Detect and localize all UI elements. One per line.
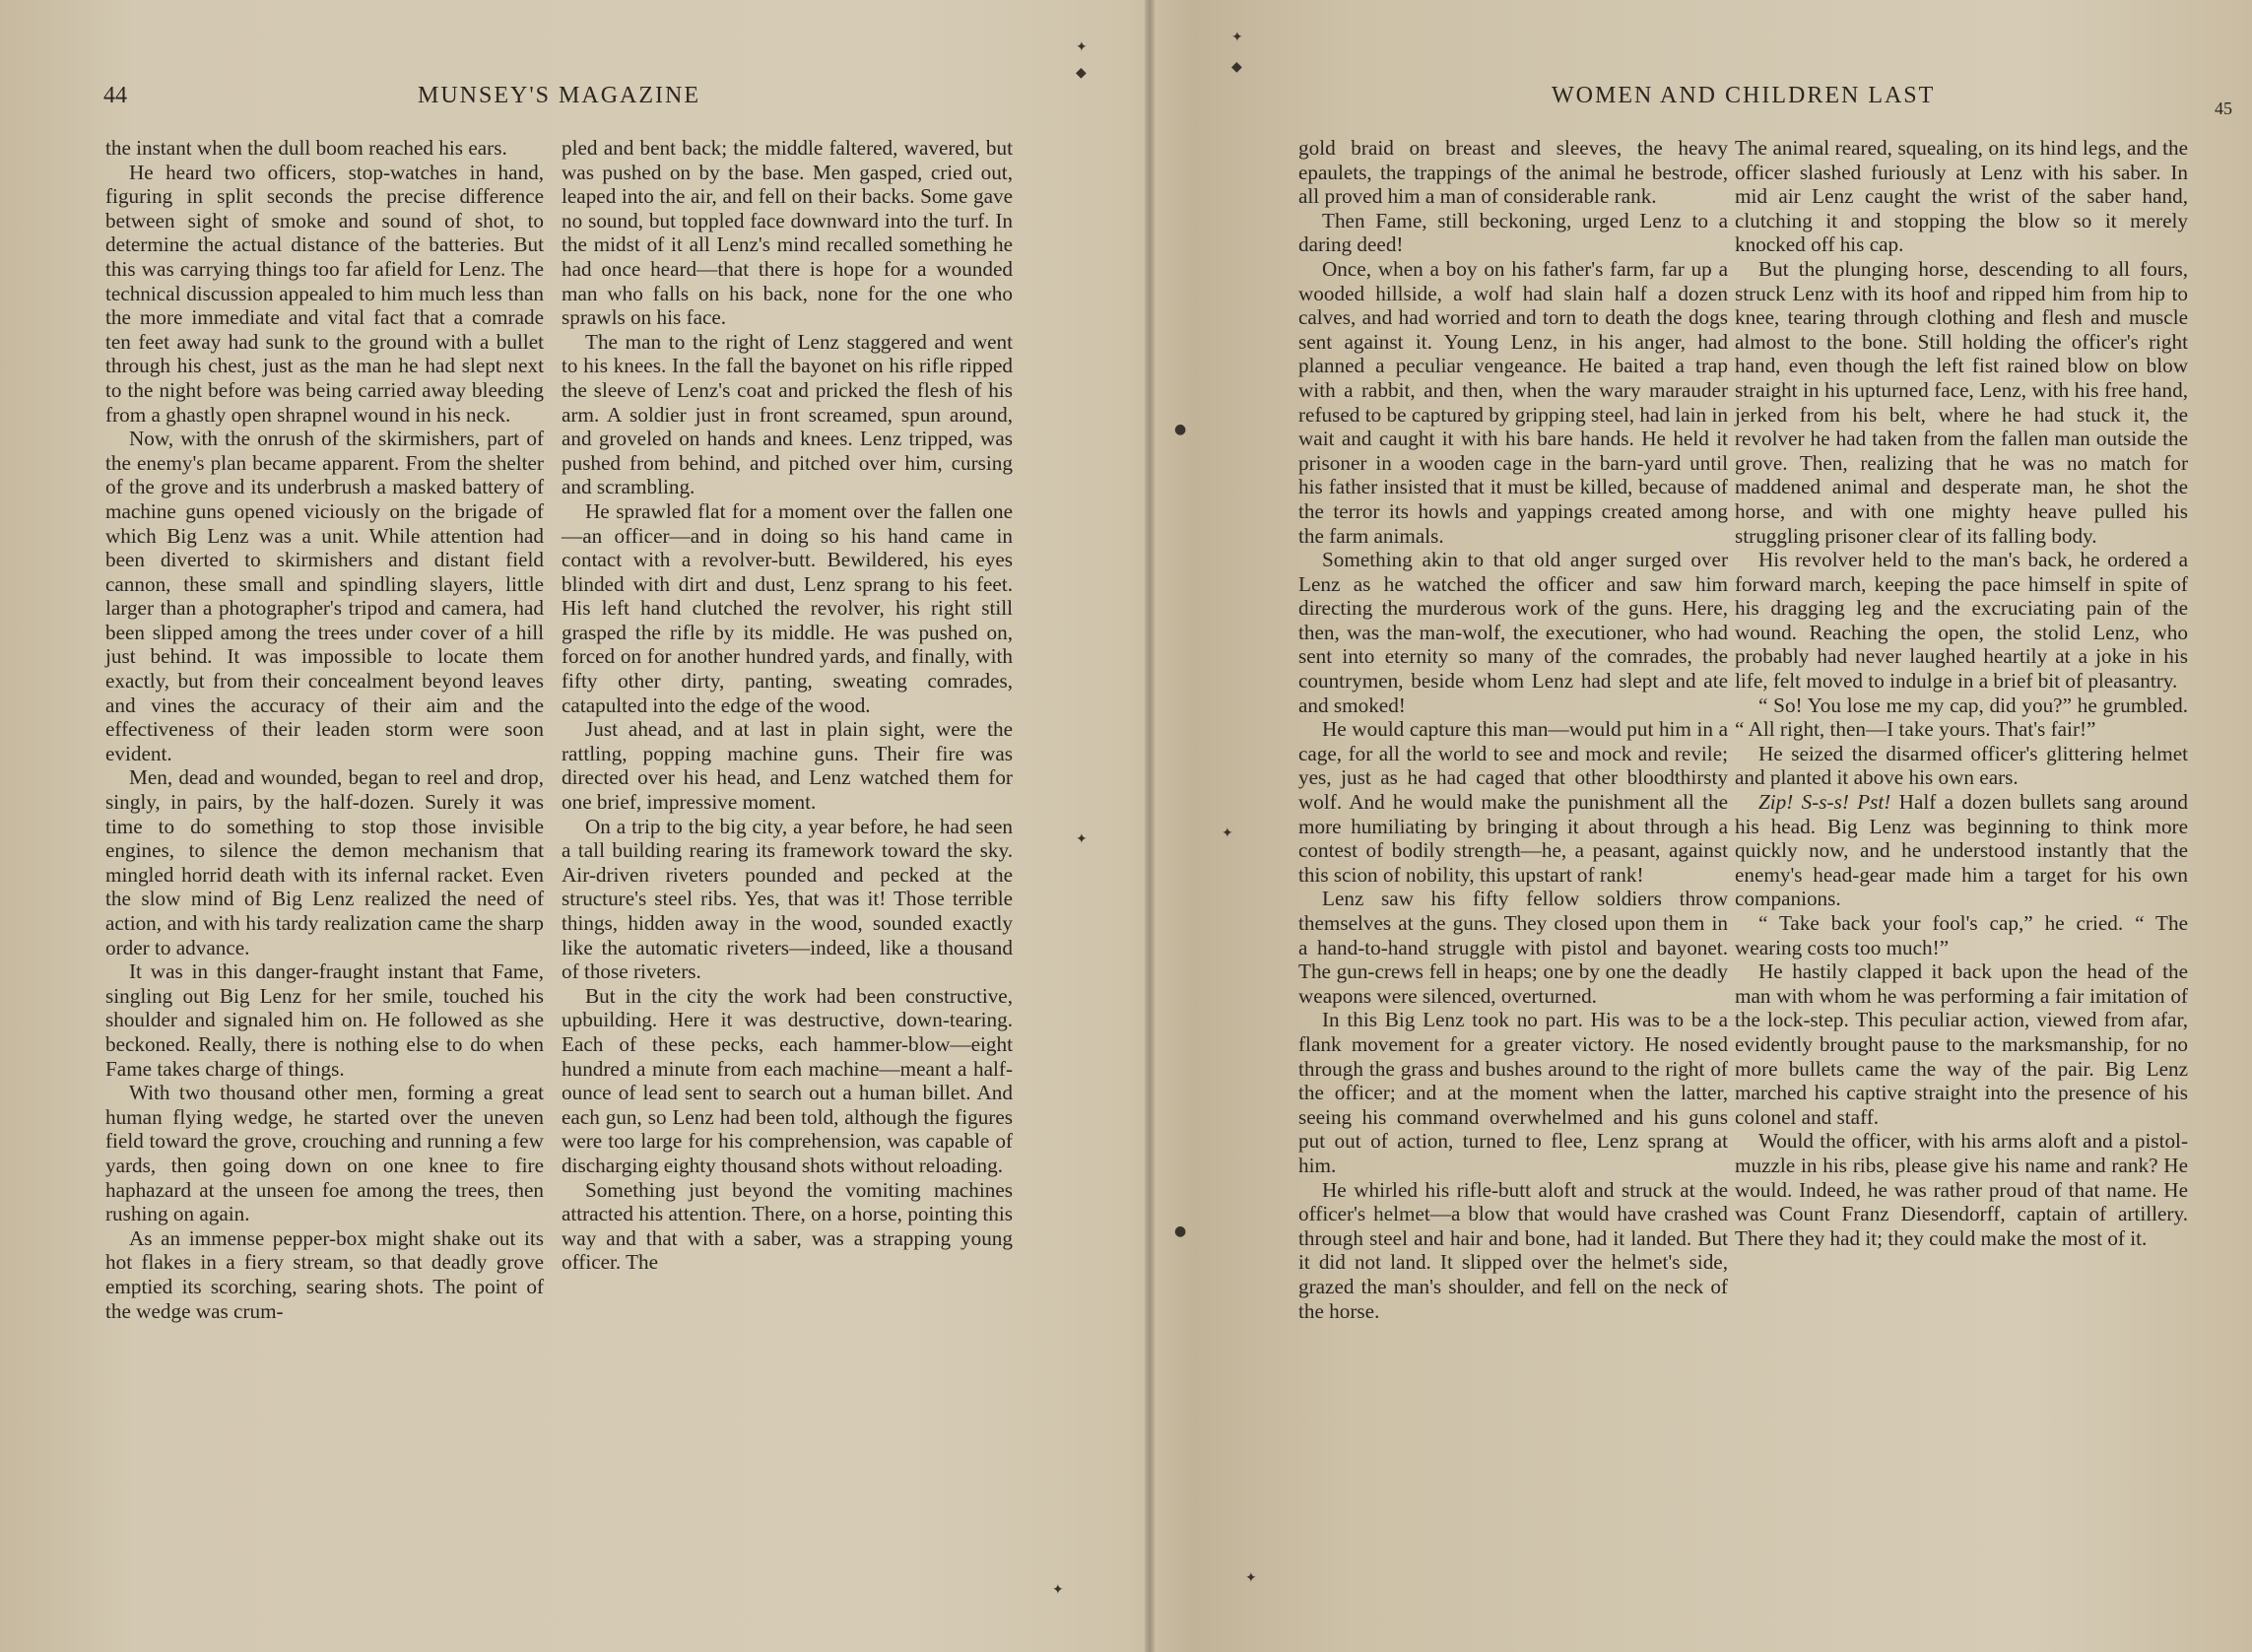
binding-hole-mark: ✦ [1052, 1582, 1064, 1598]
running-head: MUNSEY'S MAGAZINE [418, 83, 700, 108]
paragraph: pled and bent back; the middle faltered, wavered, but was pushed on by the base. Men gasped, cried out, leaped into the air, and fell on their backs. Some gave no sound, but toppled face downward into the turf. In the midst of it all Lenz's mind recalled something he had once heard—that there is hope for a wounded man who falls on his back, none for the one who sprawls on his face. [562, 136, 1013, 330]
paragraph: It was in this danger-fraught instant that Fame, singling out Big Lenz for her smile, touched his shoulder and signaled him on. He followed as she beckoned. Really, there is nothing else to do when Fame takes charge of things. [105, 959, 544, 1081]
text-column-1 [1298, 136, 1728, 1323]
paragraph-italic-lead: Zip! S-s-s! Pst! Half a dozen bullets sang around his head. Big Lenz was beginning to think more quickly now, and he understood instantly that the enemy's head-gear made him a target for his own companions. [1735, 790, 2188, 911]
paragraph: As an immense pepper-box might shake out its hot flakes in a fiery stream, so that deadly grove emptied its scorching, searing shots. The point of the wedge was crum- [105, 1225, 544, 1323]
paragraph: He heard two officers, stop-watches in hand, figuring in split seconds the precise difference between sight of smoke and sound of shot, to determine the actual distance of the batteries. But this was carrying things too far afield for Lenz. The technical discussion appealed to him much less than the more immediate and vital fact that a comrade ten feet away had sunk to the ground with a bullet through his chest, just as the man he had slept next to the night before was being carried away bleeding from a ghastly open shrapnel wound in his neck. [105, 160, 544, 427]
paragraph: He would capture this man—would put him in a cage, for all the world to see and mock and revile; yes, just as he had caged that other bloodthirsty wolf. And he would make the punishment all the more humiliating by bringing it about through a contest of bodily strength—he, a peasant, against this scion of nobility, this upstart of rank! [1298, 717, 1728, 887]
page-number: 44 [103, 83, 127, 108]
paragraph: “ Take back your fool's cap,” he cried. “ The wearing costs too much!” [1735, 911, 2188, 959]
paragraph: He seized the disarmed officer's glittering helmet and planted it above his own ears. [1735, 741, 2188, 790]
binding-hole-mark: ✦ [1231, 30, 1243, 45]
paragraph: “ So! You lose me my cap, did you?” he grumbled. “ All right, then—I take yours. That's fair!” [1735, 693, 2188, 742]
binding-hole-mark: ✦ [1222, 826, 1233, 841]
paragraph: He hastily clapped it back upon the head of the man with whom he was performing a fair imitation of the lock-step. This peculiar action, viewed from afar, evidently brought pause to the marksmanship, for no more bullets came the way of the pair. Big Lenz marched his captive straight into the presence of his colonel and staff. [1735, 959, 2188, 1129]
binding-hole-mark: ◆ [1076, 65, 1087, 81]
paragraph: gold braid on breast and sleeves, the heavy epaulets, the trappings of the animal he bestrode, all proved him a man of considerable rank. [1298, 136, 1728, 209]
paragraph: The animal reared, squealing, on its hind legs, and the officer slashed furiously at Lenz with his saber. In mid air Lenz caught the wrist of the saber hand, clutching it and stopping the blow so it merely knocked off his cap. [1735, 136, 2188, 257]
paragraph: He sprawled flat for a moment over the fallen one—an officer—and in doing so his hand came in contact with a revolver-butt. Bewildered, his eyes blinded with dirt and dust, Lenz sprang to his feet. His left hand clutched the revolver, his right still grasped the rifle by its middle. He was pushed on, forced on for another hundred yards, and finally, with fifty other dirty, panting, sweating comrades, catapulted into the edge of the wood. [562, 498, 1013, 717]
text-column-2 [1735, 136, 2188, 1250]
binding-hole-mark: ● [1174, 1223, 1187, 1239]
paragraph: Just ahead, and at last in plain sight, were the rattling, popping machine guns. Their fire was directed over his head, and Lenz watched them for one brief, impressive moment. [562, 717, 1013, 815]
paragraph: Something akin to that old anger surged over Lenz as he watched the officer and saw him directing the murderous work of the guns. Here, then, was the man-wolf, the executioner, who had sent into eternity so many of the comrades, the countrymen, beside whom Lenz had slept and ate and smoked! [1298, 548, 1728, 717]
paragraph: Men, dead and wounded, began to reel and drop, singly, in pairs, by the half-dozen. Surely it was time to do something to stop those invisible engines, to silence the demon mechanism that mingled horrid death with its infernal racket. Even the slow mind of Big Lenz realized the need of action, and with his tardy realization came the sharp order to advance. [105, 765, 544, 959]
page-number: 45 [2215, 99, 2232, 118]
paragraph: But in the city the work had been constructive, upbuilding. Here it was destructive, down-tearing. Each of these pecks, each hammer-blow—eight hundred a minute from each machine—meant a half-ounce of lead sent to search out a human billet. And each gun, so Lenz had been told, although the figures were too large for his comprehension, was capable of discharging eighty thousand shots without reloading. [562, 983, 1013, 1177]
binding-hole-mark: ✦ [1076, 39, 1088, 55]
binding-hole-mark: ◆ [1231, 59, 1242, 75]
paragraph: He whirled his rifle-butt aloft and struck at the officer's helmet—a blow that would have crashed through steel and hair and bone, had it landed. But it did not land. It slipped over the helmet's side, grazed the man's shoulder, and fell on the neck of the horse. [1298, 1177, 1728, 1323]
paragraph: Once, when a boy on his father's farm, far up a wooded hillside, a wolf had slain half a dozen calves, and had worried and torn to death the dogs sent against it. Young Lenz, in his anger, had planned a peculiar vengeance. He baited a trap with a rabbit, and then, when the wary marauder refused to be captured by gripping steel, had lain in wait and caught it with his bare hands. He held it prisoner in a wooden cage in the barn-yard until his father insisted that it must be killed, because of the terror its howls and yappings created among the farm animals. [1298, 256, 1728, 548]
paragraph: Now, with the onrush of the skirmishers, part of the enemy's plan became apparent. From the shelter of the grove and its underbrush a masked battery of machine guns opened viciously on the brigade of which Big Lenz was a unit. While attention had been diverted to skirmishers and distant field cannon, these small and spindling slayers, little larger than a photographer's tripod and camera, had been slipped among the trees under cover of a hill just behind. It was impossible to locate them exactly, but from their concealment beyond leaves and vines the accuracy of their aim and the effectiveness of their leaden storm were soon evident. [105, 427, 544, 765]
paragraph: On a trip to the big city, a year before, he had seen a tall building rearing its framework toward the sky. Air-driven riveters pounded and pecked at the structure's steel ribs. Yes, that was it! Those terrible things, hidden away in the wood, sounded exactly like the automatic riveters—indeed, like a thousand of those riveters. [562, 814, 1013, 984]
binding-hole-mark: ● [1174, 422, 1187, 437]
paragraph: Something just beyond the vomiting machines attracted his attention. There, on a horse, pointing this way and that with a saber, was a strapping young officer. The [562, 1177, 1013, 1275]
paragraph: The man to the right of Lenz staggered and went to his knees. In the fall the bayonet on his rifle ripped the sleeve of Lenz's coat and pricked the flesh of his arm. A soldier just in front screamed, spun around, and groveled on hands and knees. Lenz tripped, was pushed from behind, and pitched over him, cursing and scrambling. [562, 329, 1013, 499]
paragraph: But the plunging horse, descending to all fours, struck Lenz with its hoof and ripped him from hip to knee, tearing through clothing and flesh and muscle almost to the bone. Still holding the officer's right hand, even though the left fist rained blow on blow straight in his upturned face, Lenz, with his free hand, jerked from his belt, where he had stuck it, the revolver he had taken from the fallen man outside the grove. Then, realizing that he was no match for maddened animal and desperate man, he shot the horse, and with one mighty heave pulled his struggling prisoner clear of its falling body. [1735, 256, 2188, 548]
paragraph: Lenz saw his fifty fellow soldiers throw themselves at the guns. They closed upon them in a hand-to-hand struggle with pistol and bayonet. The gun-crews fell in heaps; one by one the deadly weapons were silenced, overturned. [1298, 887, 1728, 1008]
binding-hole-mark: ✦ [1076, 831, 1088, 847]
running-head: WOMEN AND CHILDREN LAST [1552, 83, 1936, 108]
paragraph: the instant when the dull boom reached his ears. [105, 136, 507, 160]
paragraph: His revolver held to the man's back, he ordered a forward march, keeping the pace himself in spite of his dragging leg and the excruciating pain of the wound. Reaching the open, the stolid Lenz, who probably had never laughed heartily at a joke in his life, felt moved to indulge in a brief bit of pleasantry. [1735, 548, 2188, 694]
paragraph: Then Fame, still beckoning, urged Lenz to a daring deed! [1298, 208, 1728, 257]
paragraph: Would the officer, with his arms aloft and a pistol-muzzle in his ribs, please give his name and rank? He would. Indeed, he was rather proud of that name. He was Count Franz Diesendorff, captain of artillery. There they had it; they could make the most of it. [1735, 1129, 2188, 1250]
paragraph: With two thousand other men, forming a great human flying wedge, he started over the uneven field toward the grove, crouching and running a few yards, then going down on one knee to fire haphazard at the unseen foe among the trees, then rushing on again. [105, 1081, 544, 1226]
binding-hole-mark: ✦ [1245, 1570, 1257, 1586]
paragraph: In this Big Lenz took no part. His was to be a flank movement for a greater victory. He nosed through the grass and bushes around to the right of the officer; and at the moment when the latter, seeing his command overwhelmed and his guns put out of action, turned to flee, Lenz sprang at him. [1298, 1008, 1728, 1177]
text-column-1 [105, 136, 544, 1323]
right-page [1151, 0, 2252, 1652]
text-column-2 [562, 136, 1013, 1275]
